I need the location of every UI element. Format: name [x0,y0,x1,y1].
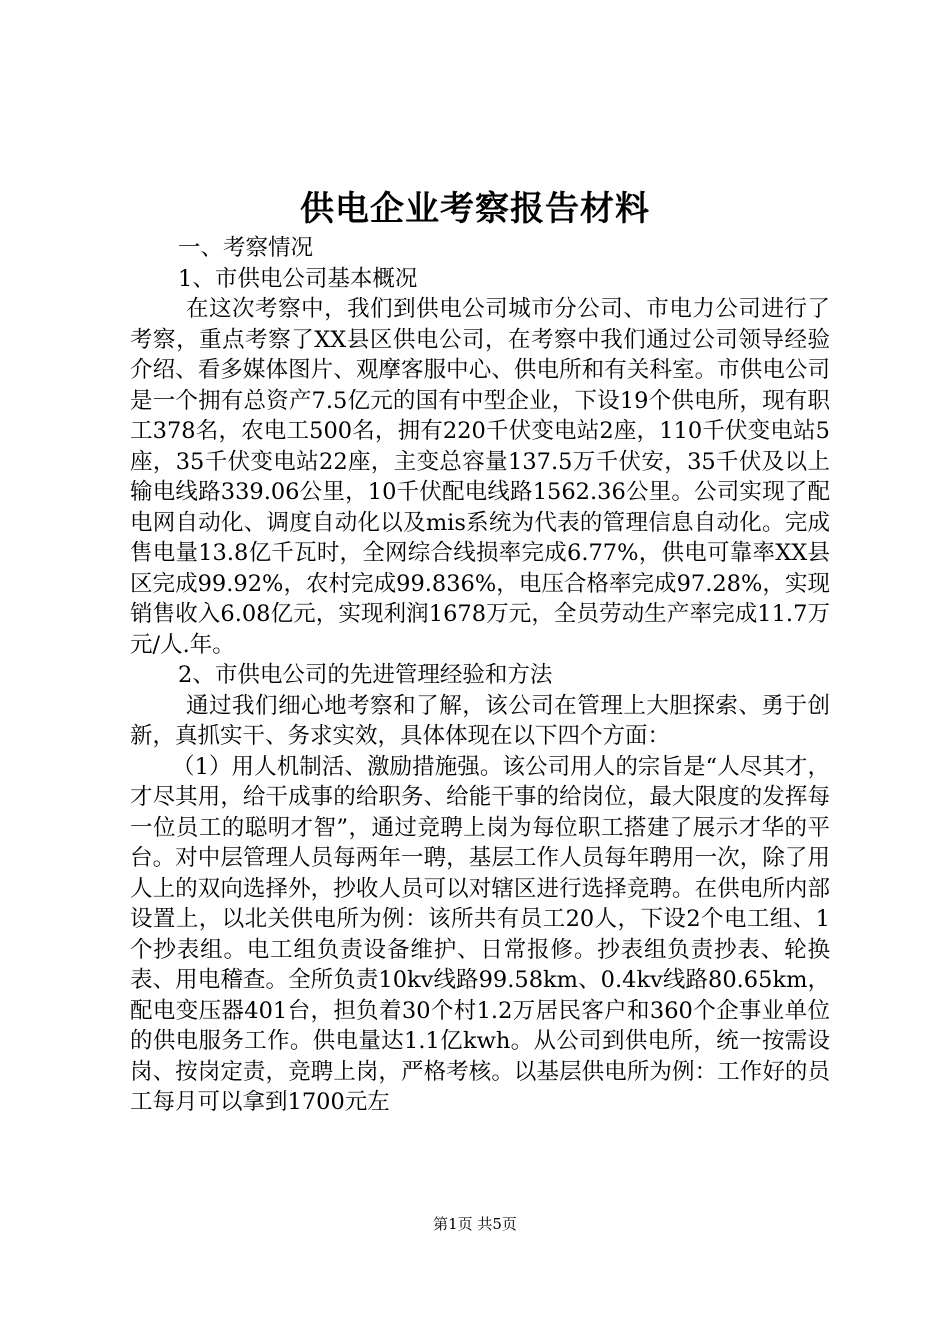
body-paragraph: 在这次考察中，我们到供电公司城市分公司、市电力公司进行了考察，重点考察了XX县区供电公司，在考察中我们通过公司领导经验介绍、看多媒体图片、观摩客服中心、供电所和有关科室。市供电公司是一个拥有总资产7.5亿元的国有中型企业，下设19个供电所，现有职工378名，农电工500名，拥有220千伏变电站2座，110千伏变电站5座，35千伏变电站22座，主变总容量137.5万千伏安，35千伏及以上输电线路339.06公里，10千伏配电线路1562.36公里。公司实现了配电网自动化、调度自动化以及mis系统为代表的管理信息自动化。完成售电量13.8亿千瓦时，全网综合线损率完成6.77%，供电可靠率XX县区完成99.92%，农村完成99.836%，电压合格率完成97.28%，实现销售收入6.08亿元，实现利润1678万元，全员劳动生产率完成11.7万元/人.年。 [130,296,830,658]
body-paragraph: 通过我们细心地考察和了解，该公司在管理上大胆探索、勇于创新，真抓实干、务求实效，具体体现在以下四个方面： [130,692,830,749]
body-paragraph: （1）用人机制活、激励措施强。该公司用人的宗旨是“人尽其才，才尽其用，给干成事的给职务、给能干事的给岗位，最大限度的发挥每一位员工的聪明才智”，通过竞聘上岗为每位职工搭建了展示才华的平台。对中层管理人员每两年一聘，基层工作人员每年聘用一次，除了用人上的双向选择外，抄收人员可以对辖区进行选择竞聘。在供电所内部设置上，以北关供电所为例：该所共有员工20人，下设2个电工组、1个抄表组。电工组负责设备维护、日常报修。抄表组负责抄表、轮换表、用电稽查。全所负责10kv线路99.58km、0.4kv线路80.65km，配电变压器401台，担负着30个村1.2万居民客户和360个企事业单位的供电服务工作。供电量达1.1亿kwh。从公司到供电所，统一按需设岗、按岗定责，竞聘上岗，严格考核。以基层供电所为例：工作好的员工每月可以拿到1700元左 [130,753,830,1115]
document-body [130,233,830,1118]
subsection-heading: 2、市供电公司的先进管理经验和方法 [178,662,553,688]
subsection-heading: 1、市供电公司基本概况 [178,265,418,292]
page-number-footer: 第1页 共5页 [433,1215,517,1233]
section-heading: 一、考察情况 [178,235,314,261]
page-title: 供电企业考察报告材料 [300,189,650,229]
